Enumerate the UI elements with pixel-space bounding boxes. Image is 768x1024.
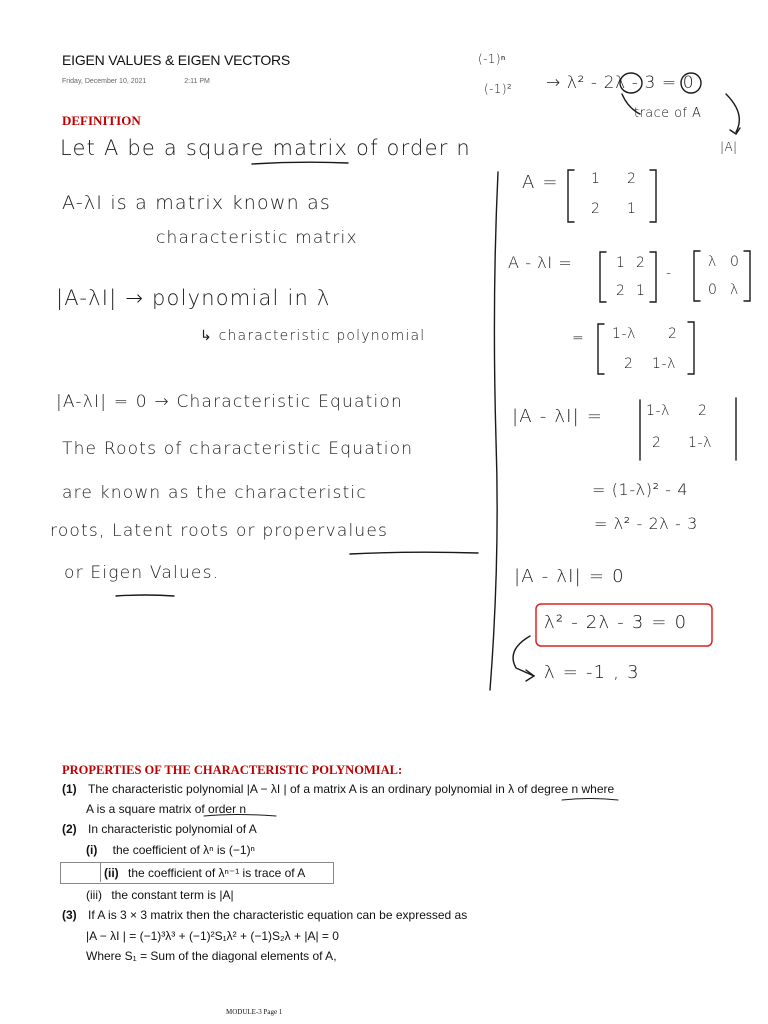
matrix-cell: 1-λ [646,403,671,419]
example-boxed-equation: λ² - 2λ - 3 = 0 [544,612,688,633]
matrix-cell: 2 [627,171,637,187]
matrix-cell: 1 [627,201,637,217]
property-3-number: (3) [62,908,77,922]
page-timestamp [62,78,246,85]
property-2-iii [86,888,234,902]
property-2-ii-text: the coefficient of λⁿ⁻¹ is trace of A [128,866,306,880]
property-3-where: Where S₁ = Sum of the diagonal elements of A, [86,949,337,963]
matrix-cell: 2 [616,283,626,299]
property-1-number: (1) [62,782,77,796]
note-trace-label: trace of A [634,106,702,121]
example-char-eq-label: |A - λI| = 0 [514,566,625,587]
property-2-ii-number: (ii) [104,866,119,880]
property-2-i-text: the coefficient of λⁿ is (−1)ⁿ [112,843,255,857]
note-line-5: ↳ characteristic polynomial [200,328,426,344]
property-2-iii-number: (iii) [86,888,102,902]
matrix-cell: λ [730,282,739,298]
example-a-label: A = [522,172,559,193]
example-step1-op: - [666,265,672,281]
property-1 [62,782,614,796]
note-power-2: (-1)² [484,82,513,96]
matrix-cell: 1-λ [688,435,713,451]
example-expansion-1: = (1-λ)² - 4 [592,480,689,499]
property-2 [62,822,257,836]
property-3 [62,908,467,922]
property-1-text: The characteristic polynomial |A − λI | of a matrix A is an ordinary polynomial in λ of degree n where [88,782,615,796]
example-step2-label: = [572,330,585,346]
property-2-text: In characteristic polynomial of A [88,822,257,836]
matrix-cell: 0 [708,282,718,298]
matrix-cell: 1 [616,255,626,271]
matrix-cell: 2 [698,403,708,419]
page-time: 2:11 PM [184,78,210,85]
matrix-cell: 2 [624,356,634,372]
property-2-ii-box-cell [60,862,101,882]
property-2-i-number: (i) [86,843,98,857]
property-3-text: If A is 3 × 3 matrix then the characteristic equation can be expressed as [88,908,468,922]
matrix-cell: 1 [636,283,646,299]
page-title: EIGEN VALUES & EIGEN VECTORS [62,52,291,68]
matrix-cell: 2 [668,326,678,342]
note-line-1: Let A be a square matrix of order n [60,136,471,160]
property-2-ii [104,866,305,880]
matrix-cell: 2 [591,201,601,217]
property-2-iii-text: the constant term is |A| [111,888,234,902]
matrix-cell: 1 [591,171,601,187]
matrix-cell: 2 [652,435,662,451]
note-corner-equation: → λ² - 2λ - 3 = 0 [546,73,695,93]
note-line-3: characteristic matrix [156,228,358,248]
note-line-4: |A-λI| → polynomial in λ [56,286,331,310]
note-line-2: A-λI is a matrix known as [62,192,332,214]
note-det-label: |A| [720,140,738,154]
note-line-8: are known as the characteristic [62,483,367,503]
matrix-cell: λ [708,254,717,270]
example-expansion-2: = λ² - 2λ - 3 [594,514,698,533]
matrix-cell: 0 [730,254,740,270]
property-1-continued: A is a square matrix of order n [86,802,247,816]
matrix-cell: 1-λ [612,326,637,342]
note-line-7: The Roots of characteristic Equation [62,439,414,459]
example-det-label: |A - λI| = [512,406,604,427]
page-footer: MODULE-3 Page 1 [226,1008,283,1016]
note-power-n: (-1)ⁿ [478,52,506,66]
note-line-9: roots, Latent roots or propervalues [50,521,389,541]
property-2-number: (2) [62,822,77,836]
page-date: Friday, December 10, 2021 [62,78,147,85]
note-line-6: |A-λI| = 0 → Characteristic Equation [56,392,403,412]
example-roots: λ = -1 , 3 [544,662,640,683]
matrix-cell: 2 [636,255,646,271]
property-3-equation: |A − λI | = (−1)³λ³ + (−1)²S₁λ² + (−1)S₂λ + |A| = 0 [86,929,339,943]
property-2-i [86,843,255,857]
matrix-cell: 1-λ [652,356,677,372]
example-step1-label: A - λI = [508,253,573,272]
properties-heading: PROPERTIES OF THE CHARACTERISTIC POLYNOMIAL: [62,763,403,777]
definition-heading: DEFINITION [62,113,141,128]
note-line-10: or Eigen Values. [64,563,220,583]
